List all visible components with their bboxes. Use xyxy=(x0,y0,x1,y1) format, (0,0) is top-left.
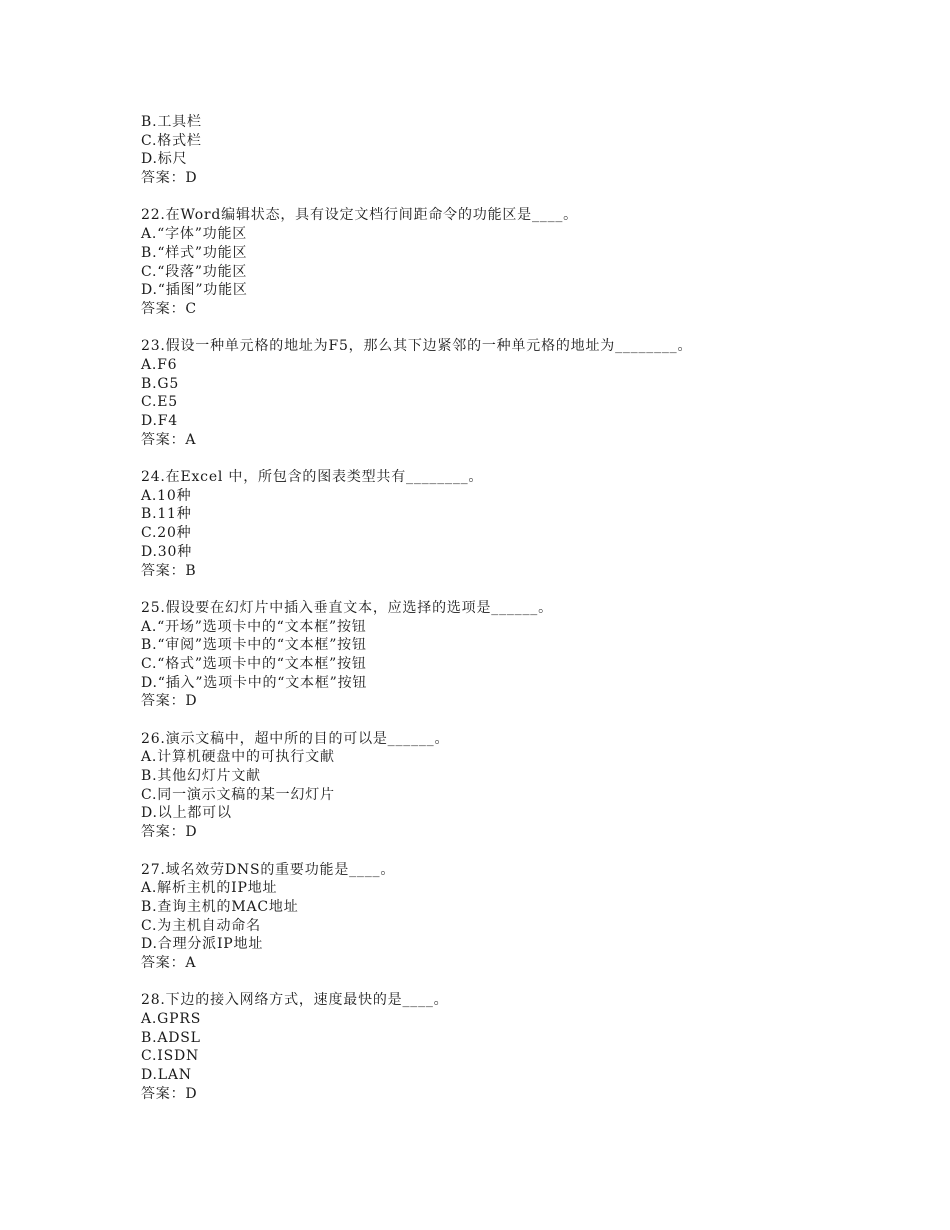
question-stem: 24.在Excel 中，所包含的图表类型共有________。 xyxy=(141,469,484,486)
answer-line: 答案：D xyxy=(141,170,198,187)
option-line: B.查询主机的MAC地址 xyxy=(141,898,299,915)
spacer xyxy=(141,973,841,992)
option-line: D.“插入”选项卡中的“文本框”按钮 xyxy=(141,674,368,691)
question-stem: 26.演示文稿中，超中所的目的可以是______。 xyxy=(141,730,450,747)
answer-line: 答案：D xyxy=(141,824,198,841)
option-line: A.解析主机的IP地址 xyxy=(141,880,278,897)
answer-line: 答案：D xyxy=(141,1085,198,1102)
option-line: B.工具栏 xyxy=(141,114,202,130)
option-line: D.“插图”功能区 xyxy=(141,282,248,299)
question-block xyxy=(141,599,841,711)
spacer xyxy=(141,449,841,468)
answer-line: 答案：B xyxy=(141,562,197,579)
option-line: B.11种 xyxy=(141,506,192,523)
answer-line: 答案：C xyxy=(141,300,197,317)
question-block xyxy=(141,991,841,1103)
option-line: C.“段落”功能区 xyxy=(141,263,248,280)
option-line: B.其他幻灯片文献 xyxy=(141,768,261,785)
document-page xyxy=(141,113,841,1103)
option-line: A.GPRS xyxy=(141,1011,202,1027)
option-line: B.ADSL xyxy=(141,1029,201,1046)
option-line: A.10种 xyxy=(141,487,192,504)
spacer xyxy=(141,319,841,338)
option-line: C.ISDN xyxy=(141,1048,200,1065)
answer-line: 答案：D xyxy=(141,693,198,710)
option-line: D.LAN xyxy=(141,1067,192,1084)
option-line: A.计算机硬盘中的可执行文献 xyxy=(141,749,335,766)
question-stem: 23.假设一种单元格的地址为F5，那么其下边紧邻的一种单元格的地址为________。 xyxy=(141,338,693,355)
option-line: A.“字体”功能区 xyxy=(141,226,248,243)
option-line: B.“样式”功能区 xyxy=(141,244,248,261)
answer-line: 答案：A xyxy=(141,431,197,448)
question-stem: 28.下边的接入网络方式，速度最快的是____。 xyxy=(141,992,449,1009)
answer-line: 答案：A xyxy=(141,954,197,971)
option-line: D.F4 xyxy=(141,413,178,429)
option-line: C.E5 xyxy=(141,394,178,411)
spacer xyxy=(141,711,841,730)
option-line: D.合理分派IP地址 xyxy=(141,936,264,953)
option-line: B.“审阅”选项卡中的“文本框”按钮 xyxy=(141,637,367,654)
question-block xyxy=(141,468,841,580)
question-block xyxy=(141,337,841,449)
option-line: C.格式栏 xyxy=(141,132,202,149)
option-line: C.“格式”选项卡中的“文本框”按钮 xyxy=(141,655,367,672)
spacer xyxy=(141,580,841,599)
option-line: C.20种 xyxy=(141,525,192,542)
option-line: D.30种 xyxy=(141,543,192,560)
question-stem: 25.假设要在幻灯片中插入垂直文本，应选择的选项是______。 xyxy=(141,599,553,616)
option-line: D.标尺 xyxy=(141,151,188,168)
option-line: A.F6 xyxy=(141,356,178,373)
spacer xyxy=(141,842,841,861)
question-fragment xyxy=(141,113,841,188)
question-stem: 27.域名效劳DNS的重要功能是____。 xyxy=(141,861,396,878)
question-stem: 22.在Word编辑状态，具有设定文档行间距命令的功能区是____。 xyxy=(141,207,578,224)
question-block xyxy=(141,730,841,842)
spacer xyxy=(141,188,841,207)
option-line: D.以上都可以 xyxy=(141,805,232,822)
question-block xyxy=(141,206,841,318)
option-line: C.同一演示文稿的某一幻灯片 xyxy=(141,786,335,803)
option-line: C.为主机自动命名 xyxy=(141,917,261,934)
question-block xyxy=(141,861,841,973)
option-line: A.“开场”选项卡中的“文本框”按钮 xyxy=(141,618,367,635)
option-line: B.G5 xyxy=(141,375,180,392)
